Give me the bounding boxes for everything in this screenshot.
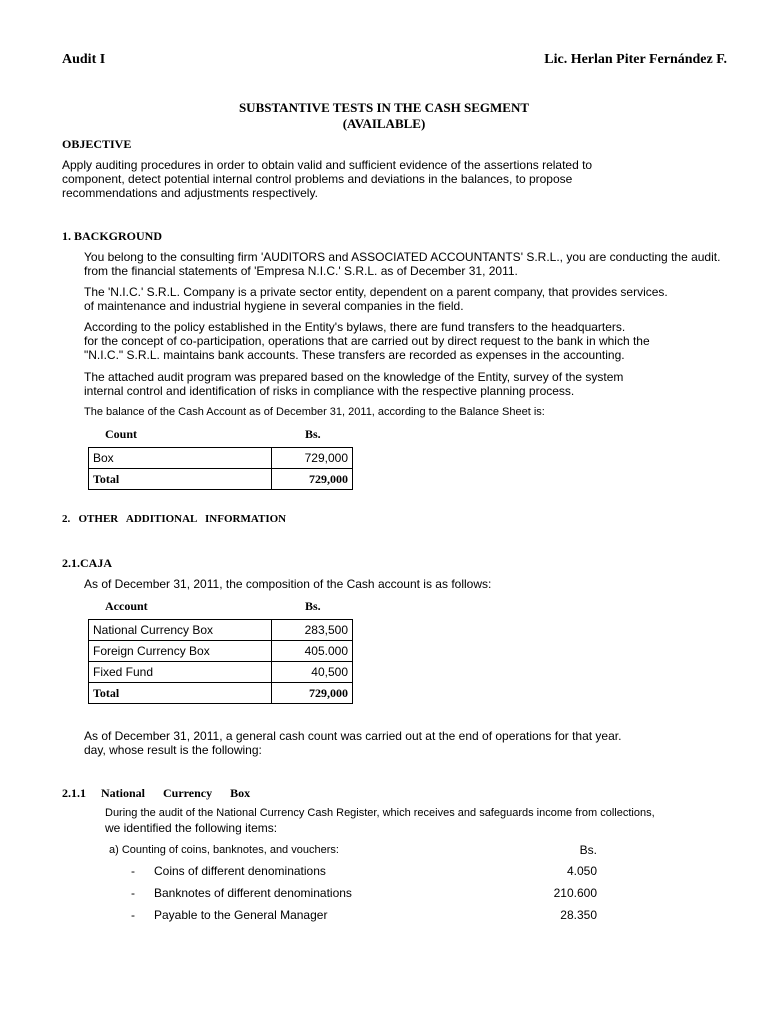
paragraph-line: You belong to the consulting firm 'AUDITORS and ASSOCIATED ACCOUNTANTS' S.R.L., you are conducting the audit. bbox=[84, 250, 721, 264]
table-cell: 40,500 bbox=[272, 662, 353, 683]
paragraph-line: for the concept of co-participation, operations that are carried out by direct request to the bank in which the bbox=[84, 334, 650, 348]
background-heading: 1. BACKGROUND bbox=[62, 229, 163, 243]
list-item-amount: 4.050 bbox=[566, 864, 597, 878]
background-paragraph-3 bbox=[84, 320, 744, 362]
table-header-account: Account bbox=[105, 599, 148, 613]
background-paragraph-4 bbox=[84, 370, 744, 398]
paragraph-line: of maintenance and industrial hygiene in several companies in the field. bbox=[84, 299, 464, 313]
table-cell: Box bbox=[89, 448, 272, 469]
list-item-amount: 210.600 bbox=[553, 886, 597, 900]
paragraph-line: The 'N.I.C.' S.R.L. Company is a private sector entity, dependent on a parent company, that provides services. bbox=[84, 285, 668, 299]
ncb-intro-line-1: During the audit of the National Currency Cash Register, which receives and safeguards income from collections, bbox=[105, 807, 655, 819]
other-info-heading: 2. OTHER ADDITIONAL INFORMATION bbox=[62, 513, 287, 525]
document-subtitle: (AVAILABLE) bbox=[342, 116, 426, 131]
background-paragraph-2 bbox=[84, 285, 744, 313]
table-cell: 405.000 bbox=[272, 641, 353, 662]
currency-label: Bs. bbox=[579, 843, 597, 857]
table-row bbox=[89, 448, 353, 469]
table-cell: 729,000 bbox=[272, 448, 353, 469]
list-bullet: - bbox=[131, 864, 135, 878]
ncb-intro-line-2: we identified the following items: bbox=[105, 821, 278, 835]
background-paragraph-5: The balance of the Cash Account as of December 31, 2011, according to the Balance Sheet is: bbox=[84, 406, 545, 418]
table-header-count: Count bbox=[105, 427, 138, 441]
paragraph-line: The attached audit program was prepared based on the knowledge of the Entity, survey of the system bbox=[84, 370, 624, 384]
table-cell: 729,000 bbox=[272, 469, 353, 490]
objective-line: Apply auditing procedures in order to obtain valid and sufficient evidence of the assertions related to bbox=[62, 158, 593, 172]
table-row bbox=[89, 641, 353, 662]
document-title: SUBSTANTIVE TESTS IN THE CASH SEGMENT bbox=[238, 100, 530, 115]
counting-label: a) Counting of coins, banknotes, and vouchers: bbox=[109, 844, 339, 856]
cash-count-paragraph bbox=[84, 729, 744, 757]
table-total-row bbox=[89, 683, 353, 704]
table-cell: 729,000 bbox=[272, 683, 353, 704]
table-cell: Foreign Currency Box bbox=[89, 641, 272, 662]
paragraph-line: "N.I.C." S.R.L. maintains bank accounts. These transfers are recorded as expenses in the accounting. bbox=[84, 348, 625, 362]
table-cell: National Currency Box bbox=[89, 620, 272, 641]
paragraph-line: day, whose result is the following: bbox=[84, 743, 262, 757]
table-cell: Total bbox=[89, 469, 272, 490]
list-item: Payable to the General Manager bbox=[154, 908, 328, 922]
national-currency-box-heading: 2.1.1 National Currency Box bbox=[62, 786, 251, 800]
table-header-bs: Bs. bbox=[305, 427, 321, 441]
paragraph-line: from the financial statements of 'Empresa N.I.C.' S.R.L. as of December 31, 2011. bbox=[84, 264, 518, 278]
table-total-row bbox=[89, 469, 353, 490]
list-item: Banknotes of different denominations bbox=[154, 886, 352, 900]
table-cell: 283,500 bbox=[272, 620, 353, 641]
table-header-bs: Bs. bbox=[305, 599, 321, 613]
list-item: Coins of different denominations bbox=[154, 864, 326, 878]
author-name: Lic. Herlan Piter Fernández F. bbox=[544, 52, 727, 67]
cash-balance-table bbox=[88, 447, 353, 490]
paragraph-line: As of December 31, 2011, a general cash count was carried out at the end of operations for that year. bbox=[84, 729, 622, 743]
background-paragraph-1 bbox=[84, 250, 744, 278]
objective-line: recommendations and adjustments respectively. bbox=[62, 186, 318, 200]
paragraph-line: internal control and identification of risks in compliance with the respective planning process. bbox=[84, 384, 575, 398]
table-cell: Total bbox=[89, 683, 272, 704]
table-row bbox=[89, 662, 353, 683]
list-bullet: - bbox=[131, 886, 135, 900]
paragraph-line: According to the policy established in the Entity's bylaws, there are fund transfers to the headquarters. bbox=[84, 320, 626, 334]
cash-composition-table bbox=[88, 619, 353, 704]
objective-text bbox=[62, 158, 660, 200]
objective-heading: OBJECTIVE bbox=[62, 137, 132, 151]
list-item-amount: 28.350 bbox=[560, 908, 597, 922]
caja-heading: 2.1.CAJA bbox=[62, 556, 112, 570]
objective-line: component, detect potential internal control problems and deviations in the balances, to propose bbox=[62, 172, 573, 186]
caja-intro: As of December 31, 2011, the composition of the Cash account is as follows: bbox=[84, 577, 492, 591]
course-title: Audit I bbox=[62, 52, 106, 67]
table-row bbox=[89, 620, 353, 641]
list-bullet: - bbox=[131, 908, 135, 922]
table-cell: Fixed Fund bbox=[89, 662, 272, 683]
